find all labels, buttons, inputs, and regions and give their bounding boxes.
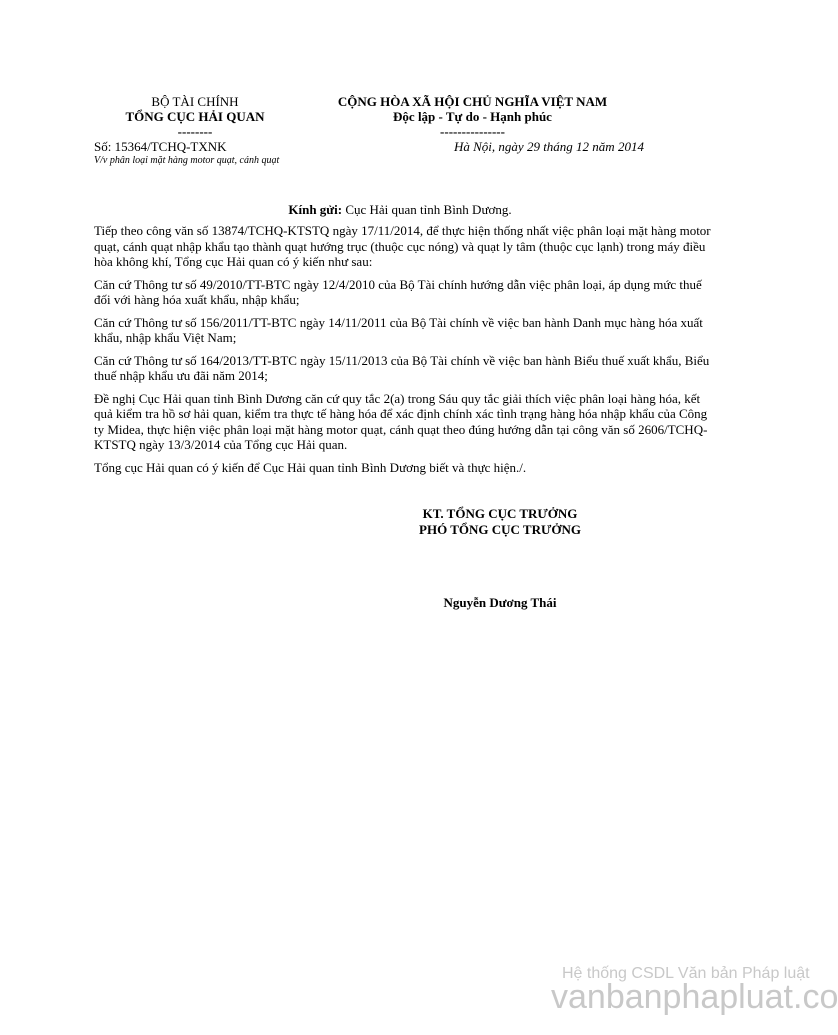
document-number: Số: 15364/TCHQ-TXNK bbox=[94, 139, 227, 154]
body-paragraph: Đề nghị Cục Hải quan tỉnh Bình Dương căn cứ quy tắc 2(a) trong Sáu quy tắc giải thích việc phân loại hàng hóa, kết quả kiểm tra hồ sơ hải quan, kiểm tra thực tế hàng hóa để xác định chính xác tình trạng hàng hóa nhập khẩu của Công ty Midea, thực hiện việc phân loại mặt hàng motor quạt, cánh quạt theo đúng hướng dẫn tại công văn số 2606/TCHQ-KTSTQ ngày 13/3/2014 của Tổng cục Hải quan. bbox=[94, 390, 708, 452]
recipient-line bbox=[0, 202, 800, 217]
recipient-name: Cục Hải quan tỉnh Bình Dương. bbox=[345, 202, 512, 217]
body-paragraph: Tiếp theo công văn số 13874/TCHQ-KTSTQ ngày 17/11/2014, để thực hiện thống nhất việc phân loại mặt hàng motor quạt, cánh quạt nhập khẩu tạo thành quạt hướng trục (thuộc cục nóng) và quạt ly tâm (thuộc cục lạnh) trong máy điều hòa không khí, Tổng cục Hải quan có ý kiến như sau: bbox=[94, 223, 711, 269]
document-body bbox=[94, 223, 712, 482]
signature-position: PHÓ TỔNG CỤC TRƯỞNG bbox=[419, 522, 581, 537]
left-separator: -------- bbox=[177, 124, 213, 139]
date-line: Hà Nội, ngày 29 tháng 12 năm 2014 bbox=[454, 139, 644, 154]
right-separator: --------------- bbox=[440, 124, 505, 139]
country-name: CỘNG HÒA XÃ HỘI CHỦ NGHĨA VIỆT NAM bbox=[337, 94, 608, 109]
signature-title: KT. TỔNG CỤC TRƯỞNG bbox=[422, 506, 578, 521]
body-paragraph: Căn cứ Thông tư số 164/2013/TT-BTC ngày 15/11/2013 của Bộ Tài chính về việc ban hành Biểu thuế xuất khẩu, Biểu thuế nhập khẩu ưu đãi năm 2014; bbox=[94, 352, 710, 383]
signature-block bbox=[400, 506, 600, 538]
agency-name: TỔNG CỤC HẢI QUAN bbox=[125, 109, 265, 124]
watermark-site: vanbanphapluat.co bbox=[551, 978, 838, 1016]
body-paragraph: Tổng cục Hải quan có ý kiến để Cục Hải quan tỉnh Bình Dương biết và thực hiện./. bbox=[94, 459, 527, 475]
issuing-authority-block bbox=[100, 94, 290, 139]
document-subject: V/v phân loại mặt hàng motor quạt, cánh quạt bbox=[94, 155, 280, 166]
watermark-caption: Hệ thống CSDL Văn bản Pháp luật bbox=[562, 965, 810, 982]
body-paragraph: Căn cứ Thông tư số 156/2011/TT-BTC ngày 14/11/2011 của Bộ Tài chính về việc ban hành Danh mục hàng hóa xuất khẩu, nhập khẩu Việt Nam; bbox=[94, 314, 703, 345]
national-motto: Độc lập - Tự do - Hạnh phúc bbox=[393, 109, 552, 124]
signer-name: Nguyễn Dương Thái bbox=[443, 595, 557, 610]
body-paragraph: Căn cứ Thông tư số 49/2010/TT-BTC ngày 12/4/2010 của Bộ Tài chính hướng dẫn việc phân loại, áp dụng mức thuế đối với hàng hóa xuất khẩu, nhập khẩu; bbox=[94, 276, 702, 307]
national-heading-block bbox=[305, 94, 640, 139]
ministry-name: BỘ TÀI CHÍNH bbox=[151, 94, 239, 109]
recipient-label: Kính gửi: bbox=[288, 202, 343, 217]
